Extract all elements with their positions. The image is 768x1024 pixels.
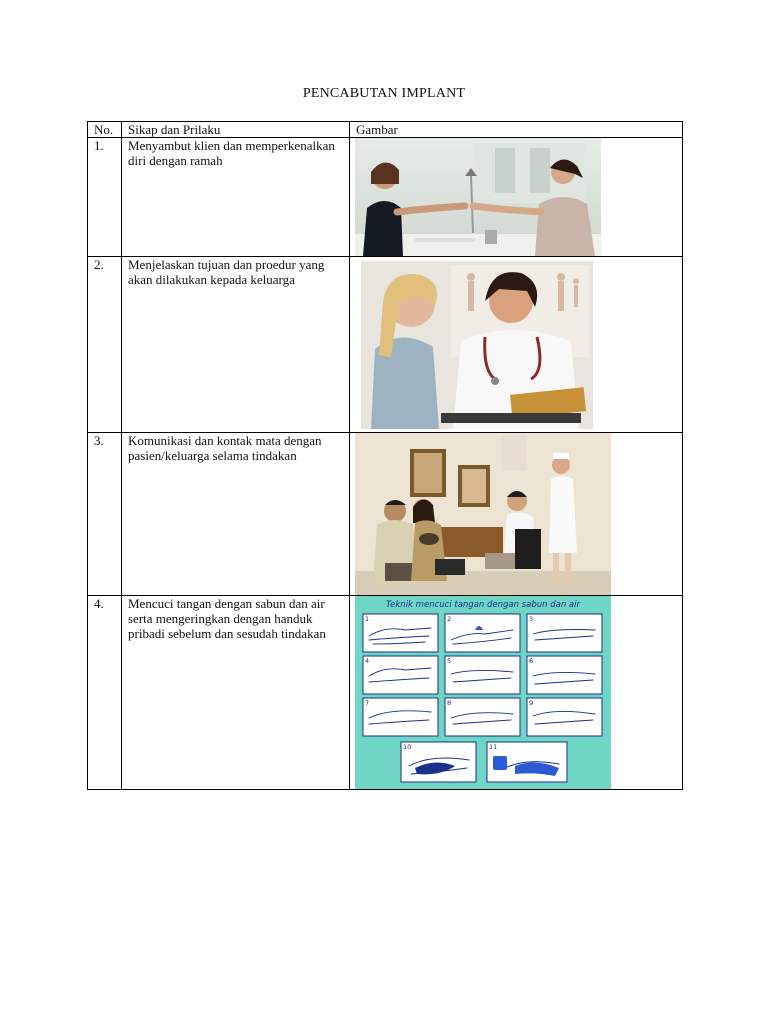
header-image: Gambar	[350, 122, 683, 138]
table-row	[88, 433, 683, 596]
step-number: 6	[529, 657, 534, 665]
row-description: Menyambut klien dan memperkenalkan diri dengan ramah	[122, 138, 350, 257]
clinic-family-photo	[355, 433, 611, 595]
row-image-cell	[350, 596, 683, 790]
row-image-cell	[350, 138, 683, 257]
row-description: Menjelaskan tujuan dan proedur yang akan dilakukan kepada keluarga	[122, 257, 350, 433]
row-image-cell	[350, 433, 683, 596]
step-number: 4	[365, 657, 370, 665]
row-number: 3.	[88, 433, 122, 596]
table-header-row	[88, 122, 683, 138]
document-title: PENCABUTAN IMPLANT	[302, 86, 466, 101]
row-description: Komunikasi dan kontak mata dengan pasien/keluarga selama tindakan	[122, 433, 350, 596]
step-number: 9	[529, 699, 534, 707]
doctor-consultation-photo	[361, 261, 593, 429]
handshake-photo	[355, 138, 601, 256]
step-number: 3	[529, 615, 534, 623]
row-number: 1.	[88, 138, 122, 257]
row-description: Mencuci tangan dengan sabun dan air serta mengeringkan dengan handuk pribadi sebelum dan sesudah tindakan	[122, 596, 350, 790]
step-number: 5	[447, 657, 452, 665]
table-row	[88, 596, 683, 790]
procedure-table	[87, 121, 683, 790]
row-number: 2.	[88, 257, 122, 433]
step-number: 8	[447, 699, 452, 707]
poster-heading: Teknik mencuci tangan dengan sabun dan air	[386, 600, 580, 610]
table-row	[88, 138, 683, 257]
handwashing-steps-poster	[355, 596, 611, 789]
step-number: 2	[447, 615, 452, 623]
row-image-cell	[350, 257, 683, 433]
step-number: 10	[403, 743, 412, 751]
header-behavior: Sikap dan Prilaku	[122, 122, 350, 138]
row-number: 4.	[88, 596, 122, 790]
step-number: 11	[489, 743, 498, 751]
table-row	[88, 257, 683, 433]
header-no: No.	[88, 122, 122, 138]
step-number: 1	[365, 615, 370, 623]
step-number: 7	[365, 699, 370, 707]
